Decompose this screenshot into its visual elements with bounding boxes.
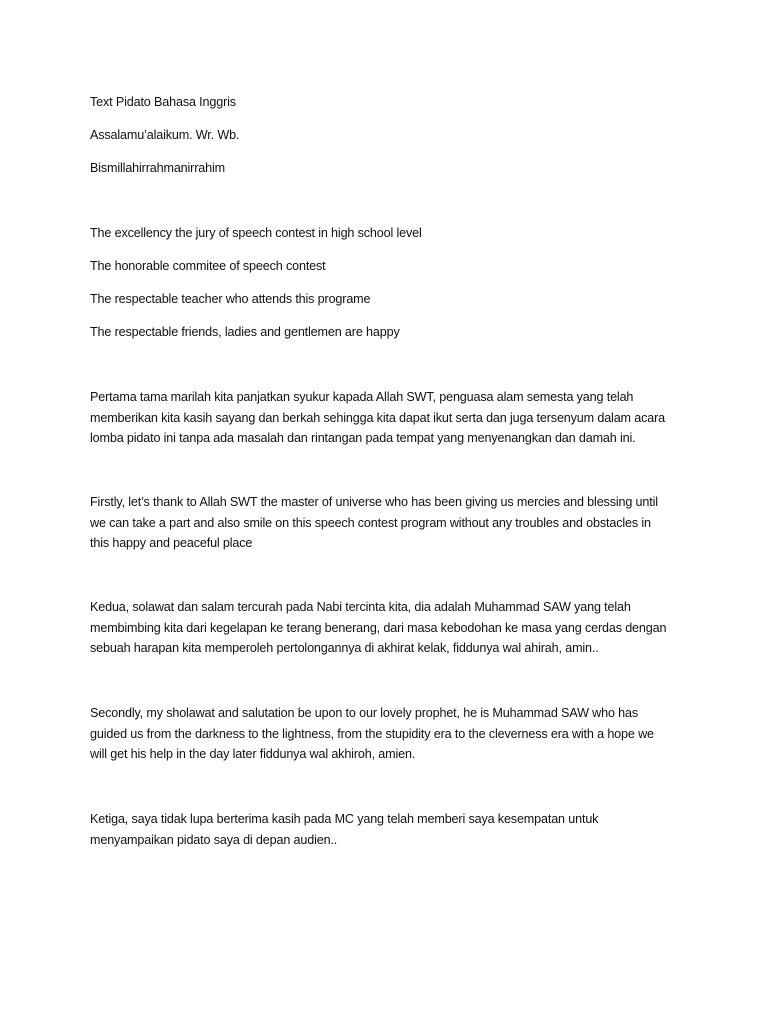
paragraph-indonesian-1: Pertama tama marilah kita panjatkan syukur kapada Allah SWT, penguasa alam semesta yang telah memberikan kita kasih sayang dan berkah sehingga kita dapat ikut serta dan juga tersenyum dalam acara lomba pidato ini tanpa ada masalah dan rintangan pada tempat yang menyenangkan dan damah ini. bbox=[90, 390, 665, 446]
paragraph-indonesian-2: Kedua, solawat dan salam tercurah pada Nabi tercinta kita, dia adalah Muhammad SAW yang telah membimbing kita dari kegelapan ke terang benerang, dari masa kebodohan ke masa yang cerdas dengan sebuah harapan kita memperoleh pertolongannya di akhirat kelak, fiddunya wal ahirah, amin.. bbox=[90, 600, 667, 656]
salutation-line: The excellency the jury of speech contest in high school level bbox=[90, 226, 422, 240]
paragraph-english-1: Firstly, let’s thank to Allah SWT the master of universe who has been giving us mercies and blessing until we can take a part and also smile on this speech contest program without any troubles and obstacles in this happy and peaceful place bbox=[90, 495, 658, 551]
salutation-line: The respectable friends, ladies and gentlemen are happy bbox=[90, 325, 400, 339]
document-title: Text Pidato Bahasa Inggris bbox=[90, 95, 236, 109]
salutation-line: The respectable teacher who attends this programe bbox=[90, 292, 371, 306]
paragraph-english-2: Secondly, my sholawat and salutation be upon to our lovely prophet, he is Muhammad SAW who has guided us from the darkness to the lightness, from the stupidity era to the cleverness era with a hope we will get his help in the day later fiddunya wal akhiroh, amien. bbox=[90, 706, 654, 762]
basmalah: Bismillahirrahmanirrahim bbox=[90, 161, 225, 175]
greeting: Assalamu’alaikum. Wr. Wb. bbox=[90, 128, 240, 142]
salutation-line: The honorable commitee of speech contest bbox=[90, 259, 326, 273]
paragraph-indonesian-3: Ketiga, saya tidak lupa berterima kasih pada MC yang telah memberi saya kesempatan untuk menyampaikan pidato saya di depan audien.. bbox=[90, 812, 599, 847]
